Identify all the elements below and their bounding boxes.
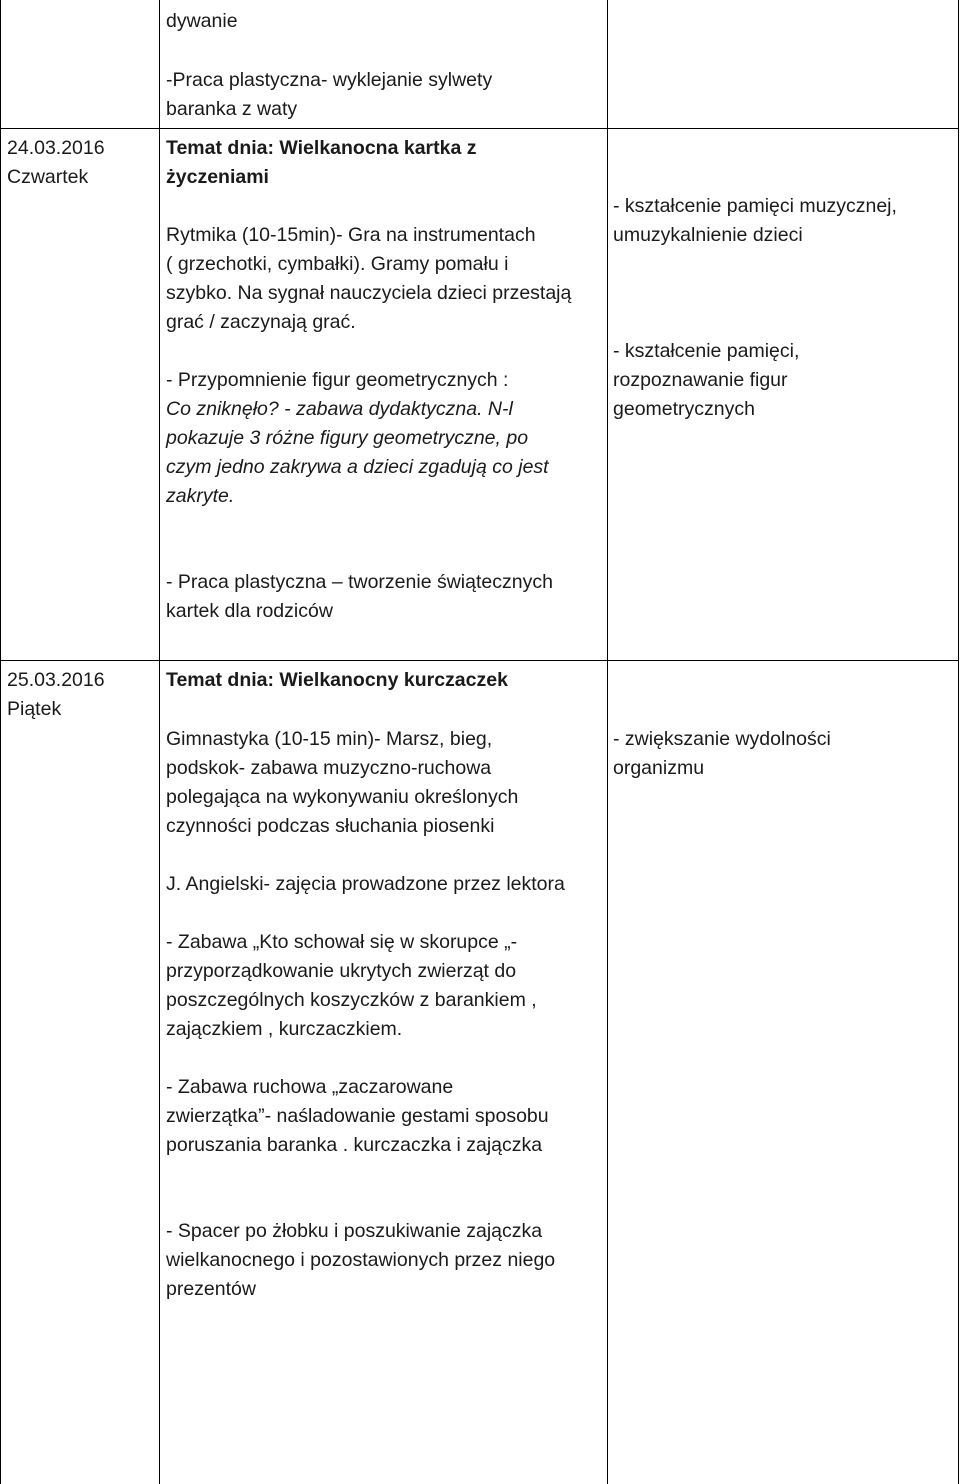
theme-thursday: Temat dnia: Wielkanocna kartka z życzeniami — [166, 137, 477, 188]
goal-shape-memory: - kształcenie pamięci, rozpoznawanie figur geometrycznych — [613, 340, 800, 420]
date-thursday: 24.03.2016 Czwartek — [7, 137, 105, 188]
activity-gymnastics: Gimnastyka (10-15 min)- Marsz, bieg, podskok- zabawa muzyczno-ruchowa polegająca na wykonywaniu określonych czynności podczas słuchania piosenki — [166, 728, 519, 837]
goal-music-memory: - kształcenie pamięci muzycznej, umuzykalnienie dzieci — [613, 195, 897, 246]
theme-friday: Temat dnia: Wielkanocny kurczaczek — [166, 669, 508, 691]
goal-fitness: - zwiększanie wydolności organizmu — [613, 728, 831, 779]
activity-english: J. Angielski- zajęcia prowadzone przez lektora — [166, 873, 565, 895]
column-divider-2 — [607, 0, 608, 1484]
activity-walk: - Spacer po żłobku i poszukiwanie zajączka wielkanocnego i pozostawionych przez niego prezentów — [166, 1220, 556, 1300]
table-border-left — [0, 0, 1, 1484]
row-divider-1 — [0, 128, 959, 129]
activity-craft-lamb: -Praca plastyczna- wyklejanie sylwety baranka z waty — [166, 69, 493, 120]
table-border-right — [958, 0, 959, 1484]
activity-shapes-game: - Przypomnienie figur geometrycznych : Co zniknęło? - zabawa dydaktyczna. N-l pokazuje 3 różne figury geometryczne, po czym jedno zakrywa a dzieci zgadują co jest zakryte. — [166, 369, 549, 507]
activity-animals-game: - Zabawa ruchowa „zaczarowane zwierzątka”- naśladowanie gestami sposobu poruszania baranka . kurczaczka i zajączka — [166, 1076, 549, 1156]
activity-continuation: dywanie — [166, 10, 238, 32]
column-divider-1 — [159, 0, 160, 1484]
activity-rhythmics: Rytmika (10-15min)- Gra na instrumentach ( grzechotki, cymbałki). Gramy pomału i szybko. Na sygnał nauczyciela dzieci przestają grać / zaczynają grać. — [166, 224, 572, 333]
activity-easter-cards: - Praca plastyczna – tworzenie świątecznych kartek dla rodziców — [166, 571, 553, 622]
row-divider-2 — [0, 660, 959, 661]
date-friday: 25.03.2016 Piątek — [7, 669, 105, 720]
activity-shell-game: - Zabawa „Kto schował się w skorupce „- przyporządkowanie ukrytych zwierząt do poszczególnych koszyczków z barankiem , zajączkiem , kurczaczkiem. — [166, 931, 537, 1040]
